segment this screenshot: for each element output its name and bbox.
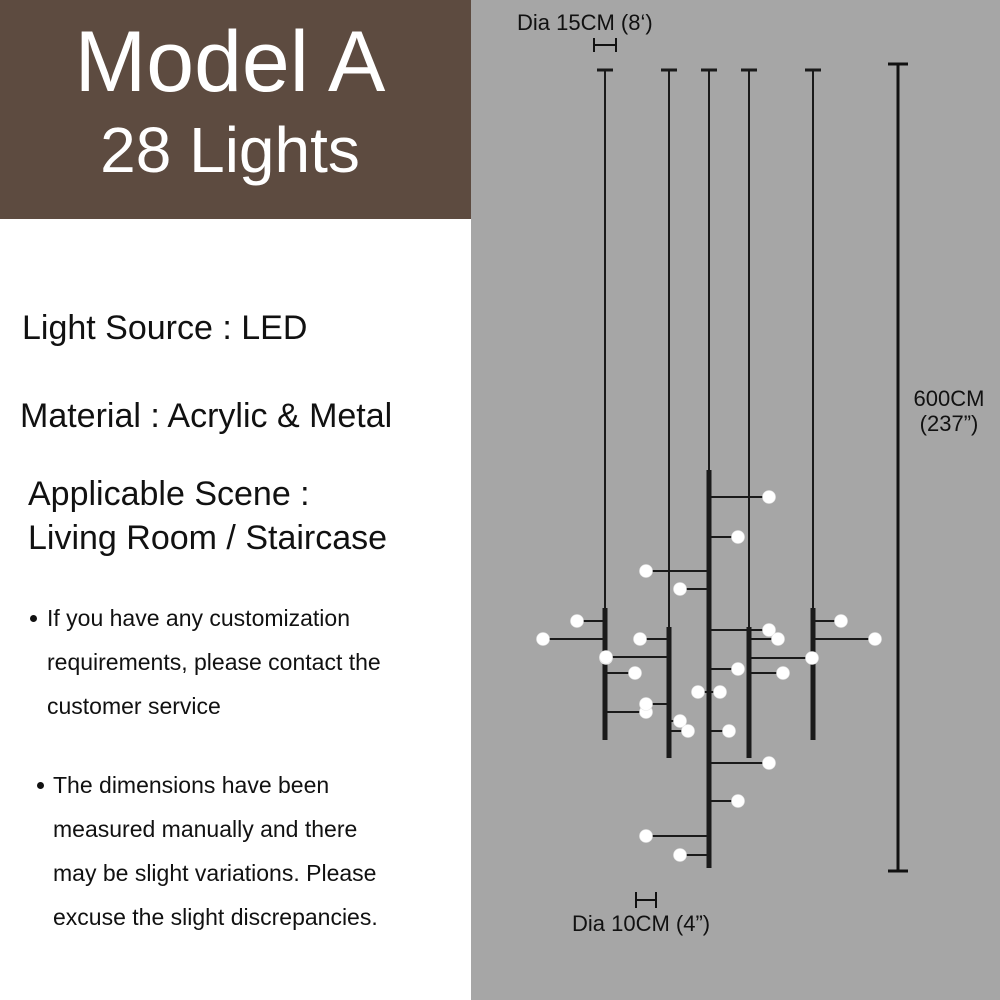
globe-light [674, 849, 687, 862]
globe-light [763, 491, 776, 504]
note-line: may be slight variations. Please [53, 860, 377, 886]
globe-light [772, 633, 785, 646]
height-inches-label: (237”) [919, 411, 979, 436]
globe-light [640, 698, 653, 711]
note-line: measured manually and there [53, 816, 358, 842]
note-line: The dimensions have been [53, 772, 330, 798]
globe-light [777, 667, 790, 680]
note-line: excuse the slight discrepancies. [53, 904, 378, 930]
customization-note [47, 596, 381, 728]
light-source-spec: Light Source : LED [22, 309, 308, 347]
bullet-icon [37, 782, 44, 789]
globe-light [629, 667, 642, 680]
pendant-rods [597, 70, 821, 868]
globe-light [571, 615, 584, 628]
globe-light [674, 583, 687, 596]
globe-light [806, 652, 819, 665]
title-banner [0, 0, 471, 219]
globe-light [640, 830, 653, 843]
globe-light [732, 795, 745, 808]
top-diameter-label: Dia 15CM (8‘) [517, 10, 653, 35]
globe-light [732, 531, 745, 544]
globe-light [723, 725, 736, 738]
model-title: Model A [74, 14, 386, 110]
globe-light [835, 615, 848, 628]
globe-light [537, 633, 550, 646]
globe-light [763, 757, 776, 770]
bullet-icon [30, 615, 37, 622]
height-marker [888, 64, 908, 871]
globe-light [640, 565, 653, 578]
scene-label: Applicable Scene : [28, 475, 310, 513]
globe-light [714, 686, 727, 699]
dimensions-note [53, 763, 378, 939]
note-line: If you have any customization [47, 605, 350, 631]
globe-light [682, 725, 695, 738]
diagram-canvas [471, 0, 1000, 1000]
globe-light [600, 651, 613, 664]
globe-light [692, 686, 705, 699]
globe-light [732, 663, 745, 676]
chandelier-diagram [471, 0, 1000, 1000]
note-line: requirements, please contact the [47, 649, 381, 675]
note-line: customer service [47, 693, 221, 719]
height-label: 600CM [913, 386, 985, 411]
globe-light [869, 633, 882, 646]
globe-light [634, 633, 647, 646]
scene-value: Living Room / Staircase [28, 519, 388, 557]
bottom-diameter-marker [636, 892, 656, 908]
top-diameter-marker [594, 38, 616, 52]
material-spec: Material : Acrylic & Metal [20, 397, 393, 435]
bottom-diameter-label: Dia 10CM (4”) [572, 911, 711, 936]
lights-count: 28 Lights [100, 114, 360, 186]
